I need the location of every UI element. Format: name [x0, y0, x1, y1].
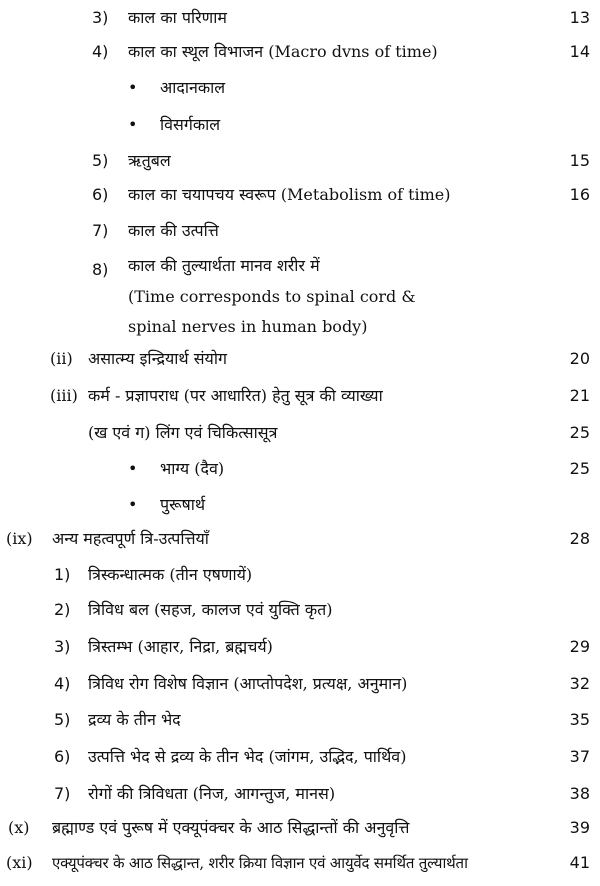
- bullet-icon: •: [128, 115, 138, 134]
- entry-marker: (x): [8, 818, 30, 837]
- entry-page: 35: [569, 710, 590, 729]
- entry-marker: 4): [92, 42, 109, 61]
- toc-entry: [0, 8, 600, 38]
- entry-marker: 3): [54, 637, 71, 656]
- entry-page: 16: [569, 185, 590, 204]
- entry-title: त्रिविध बल (सहज, कालज एवं युक्ति कृत): [88, 600, 333, 619]
- entry-title: कर्म - प्रज्ञापराध (पर आधारित) हेतु सूत्र की व्याख्या: [88, 386, 383, 405]
- entry-title: ब्रह्माण्ड एवं पुरूष में एक्यूपंक्चर के आठ सिद्धान्तों की अनुवृत्ति: [52, 818, 410, 837]
- bullet-icon: •: [128, 78, 138, 97]
- entry-marker: 5): [54, 710, 71, 729]
- toc-entry: [0, 42, 600, 72]
- entry-marker: 6): [54, 747, 71, 766]
- entry-marker: 3): [92, 8, 109, 27]
- toc-entry: [0, 386, 600, 416]
- toc-entry: [0, 349, 600, 379]
- entry-title: काल का चयापचय स्वरूप (Metabolism of time): [128, 185, 451, 204]
- entry-title: काल का परिणाम: [128, 8, 227, 27]
- entry-page: 15: [569, 151, 590, 170]
- toc-entry: [0, 221, 600, 251]
- toc-entry: [0, 853, 600, 883]
- toc-entry: [0, 495, 600, 525]
- toc-entry: [0, 115, 600, 145]
- entry-marker: (xi): [6, 853, 33, 872]
- toc-entry: [0, 674, 600, 704]
- toc-entry: [0, 710, 600, 740]
- entry-title: रोगों की त्रिविधता (निज, आगन्तुज, मानस): [88, 784, 336, 803]
- entry-page: 29: [569, 637, 590, 656]
- bullet-icon: •: [128, 495, 138, 514]
- entry-title: काल की उत्पत्ति: [128, 221, 219, 240]
- toc-entry: [0, 256, 600, 346]
- entry-marker: 7): [92, 221, 109, 240]
- toc-entry: [0, 600, 600, 630]
- entry-title: काल का स्थूल विभाजन (Macro dvns of time): [128, 42, 438, 61]
- entry-title: त्रिस्तम्भ (आहार, निद्रा, ब्रह्मचर्य): [88, 637, 273, 656]
- entry-title: भाग्य (दैव): [160, 459, 225, 478]
- entry-page: 39: [569, 818, 590, 837]
- entry-page: 25: [569, 423, 590, 442]
- entry-title-line: spinal nerves in human body): [128, 317, 368, 336]
- entry-title: (ख एवं ग) लिंग एवं चिकित्सासूत्र: [88, 423, 278, 442]
- toc-entry: [0, 151, 600, 181]
- entry-marker: 8): [92, 260, 109, 279]
- toc-entry: [0, 423, 600, 453]
- entry-marker: (ii): [50, 349, 73, 368]
- entry-title: ऋतुबल: [128, 151, 171, 170]
- toc-entry: [0, 565, 600, 595]
- entry-title-line: काल की तुल्यार्थता मानव शरीर में: [128, 256, 320, 275]
- entry-title: पुरूषार्थ: [160, 495, 206, 514]
- entry-title: त्रिविध रोग विशेष विज्ञान (आप्तोपदेश, प्रत्यक्ष, अनुमान): [88, 674, 408, 693]
- toc-entry: [0, 747, 600, 777]
- entry-marker: 2): [54, 600, 71, 619]
- entry-title: विसर्गकाल: [160, 115, 221, 134]
- entry-marker: 6): [92, 185, 109, 204]
- entry-page: 32: [569, 674, 590, 693]
- entry-marker: 5): [92, 151, 109, 170]
- entry-title: असात्म्य इन्द्रियार्थ संयोग: [88, 349, 227, 368]
- toc-entry: [0, 784, 600, 814]
- entry-marker: 4): [54, 674, 71, 693]
- toc-entry: [0, 78, 600, 108]
- entry-marker: (iii): [50, 386, 78, 405]
- toc-entry: [0, 818, 600, 848]
- entry-page: 14: [569, 42, 590, 61]
- toc-entry: [0, 529, 600, 559]
- entry-page: 21: [569, 386, 590, 405]
- entry-page: 20: [569, 349, 590, 368]
- bullet-icon: •: [128, 459, 138, 478]
- entry-page: 38: [569, 784, 590, 803]
- entry-title: अन्य महत्वपूर्ण त्रि-उत्पत्तियाँ: [52, 529, 209, 548]
- entry-page: 41: [569, 853, 590, 872]
- entry-title: आदानकाल: [160, 78, 226, 97]
- toc-entry: [0, 185, 600, 215]
- entry-page: 25: [569, 459, 590, 478]
- entry-marker: 1): [54, 565, 71, 584]
- entry-marker: 7): [54, 784, 71, 803]
- entry-page: 37: [569, 747, 590, 766]
- entry-title: द्रव्य के तीन भेद: [88, 710, 181, 729]
- entry-page: 13: [569, 8, 590, 27]
- toc-entry: [0, 459, 600, 489]
- entry-marker: (ix): [6, 529, 33, 548]
- entry-title-line: (Time corresponds to spinal cord &: [128, 287, 416, 306]
- entry-page: 28: [569, 529, 590, 548]
- toc-entry: [0, 637, 600, 667]
- entry-title: त्रिस्कन्धात्मक (तीन एषणायें): [88, 565, 253, 584]
- entry-title: एक्यूपंक्चर के आठ सिद्धान्त, शरीर क्रिया विज्ञान एवं आयुर्वेद समर्थित तुल्यार्थता: [52, 854, 468, 872]
- entry-title: उत्पत्ति भेद से द्रव्य के तीन भेद (जांगम, उद्भिद, पार्थिव): [88, 747, 407, 766]
